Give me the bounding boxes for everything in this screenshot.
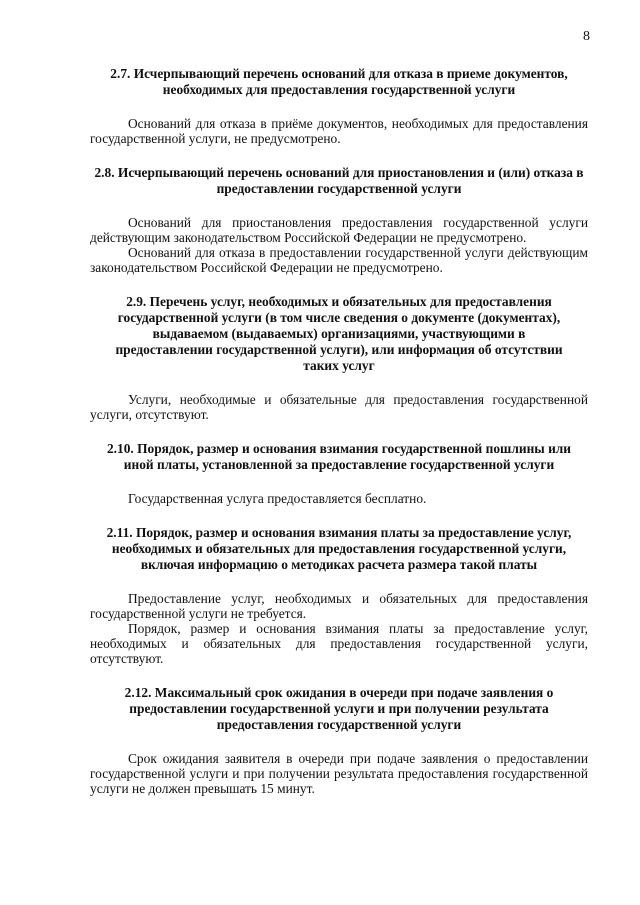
section-2-7 — [90, 66, 588, 146]
section-heading: 2.10. Порядок, размер и основания взимания государственной пошлины или иной платы, установленной за предоставление государственной услуги — [106, 441, 572, 472]
section-heading: 2.9. Перечень услуг, необходимых и обязательных для предоставления государственной услуги (в том числе сведения о документе (документах), выдаваемом (выдаваемых) организациями, участвующими в предоставлении государственной услуги), или информация об отсутствии таких услуг — [115, 294, 563, 373]
section-paragraph: Оснований для отказа в приёме документов, необходимых для предоставления государственной услуги, не предусмотрено. — [90, 116, 588, 146]
section-2-8 — [90, 165, 588, 275]
section-paragraph: Услуги, необходимые и обязательные для предоставления государственной услуги, отсутствуют. — [90, 392, 588, 422]
page-number: 8 — [583, 29, 590, 44]
section-paragraph: Срок ожидания заявителя в очереди при подаче заявления о предоставлении государственной услуги и при получении результата предоставления государственной услуги не должен превышать 15 минут. — [90, 751, 588, 796]
section-paragraph: Оснований для приостановления предоставления государственной услуги действующим законодательством Российской Федерации не предусмотрено. — [90, 215, 588, 245]
section-heading: 2.8. Исчерпывающий перечень оснований для приостановления и (или) отказа в предоставлении государственной услуги — [94, 165, 584, 196]
section-paragraph: Государственная услуга предоставляется бесплатно. — [128, 491, 427, 506]
section-paragraph: Предоставление услуг, необходимых и обязательных для предоставления государственной услуги не требуется. — [90, 591, 588, 621]
section-paragraph: Оснований для отказа в предоставлении государственной услуги действующим законодательством Российской Федерации не предусмотрено. — [90, 245, 588, 275]
section-2-10 — [90, 441, 588, 506]
section-2-12 — [90, 685, 588, 796]
section-2-11 — [90, 525, 588, 666]
section-paragraph: Порядок, размер и основания взимания платы за предоставление услуг, необходимых и обязательных для предоставления государственной услуги, отсутствуют. — [90, 621, 588, 666]
section-2-9 — [90, 294, 588, 422]
section-heading: 2.12. Максимальный срок ожидания в очереди при подаче заявления о предоставлении государственной услуги и при получении результата предоставления государственной услуги — [124, 685, 554, 732]
section-heading: 2.7. Исчерпывающий перечень оснований для отказа в приеме документов, необходимых для предоставления государственной услуги — [110, 66, 568, 97]
section-heading: 2.11. Порядок, размер и основания взимания платы за предоставление услуг, необходимых и обязательных для предоставления государственной услуги, включая информацию о методиках расчета размера такой платы — [106, 525, 572, 572]
document-body — [90, 66, 588, 796]
